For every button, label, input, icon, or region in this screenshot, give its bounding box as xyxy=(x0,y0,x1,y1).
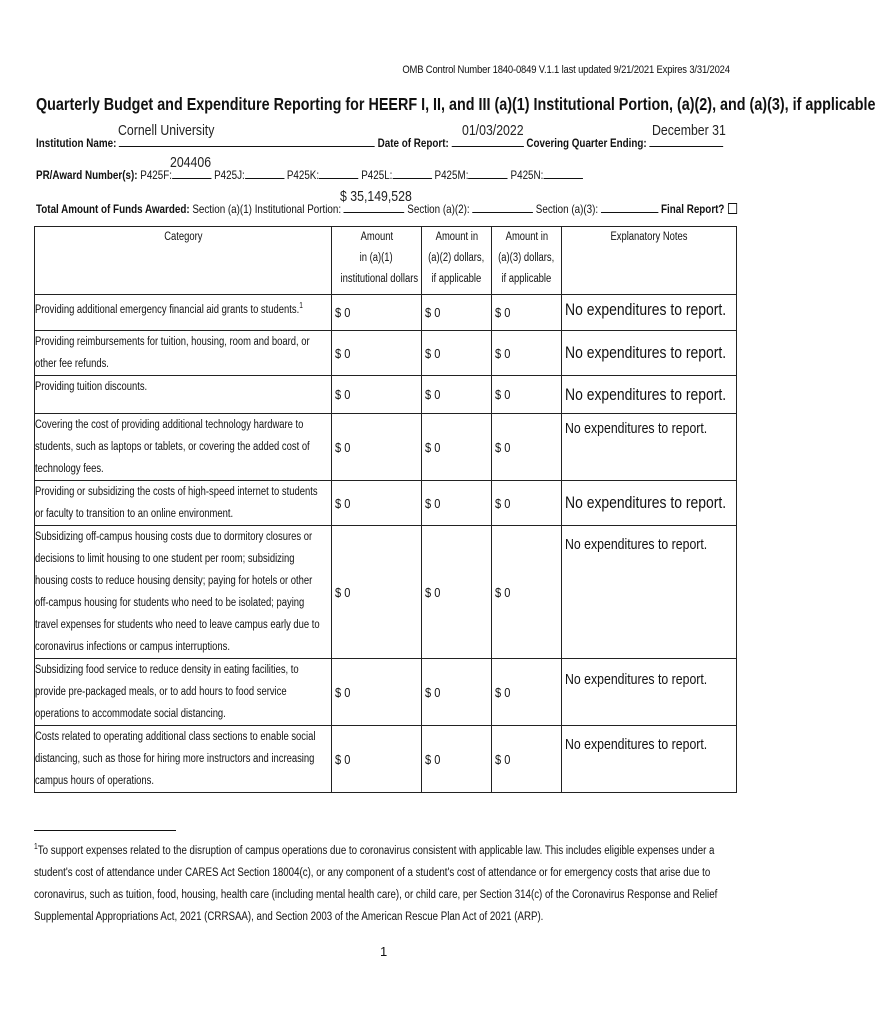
table-row xyxy=(35,481,737,526)
row-amount-a3[interactable]: $ 0 xyxy=(492,295,562,331)
institution-label: Institution Name: xyxy=(36,136,117,150)
quarter-label: Covering Quarter Ending: xyxy=(526,136,647,150)
row-amount-a3[interactable]: $ 0 xyxy=(492,481,562,526)
row-note[interactable]: No expenditures to report. xyxy=(562,414,737,481)
row-amount-a3[interactable]: $ 0 xyxy=(492,526,562,659)
row-category: Providing or subsidizing the costs of high-speed internet to students or faculty to transition to an online environment. xyxy=(35,486,318,520)
row-amount-a2[interactable]: $ 0 xyxy=(422,526,492,659)
table-row xyxy=(35,726,737,793)
row-amount-a2[interactable]: $ 0 xyxy=(422,414,492,481)
institution-value: Cornell University xyxy=(118,122,215,139)
row-amount-a2[interactable]: $ 0 xyxy=(422,659,492,726)
omb-control-number: OMB Control Number 1840-0849 V.1.1 last updated 9/21/2021 Expires 3/31/2024 xyxy=(402,64,730,76)
header-amount-a3: Amount in (a)(3) dollars, if applicable xyxy=(492,227,562,295)
row-amount-a2[interactable]: $ 0 xyxy=(422,376,492,414)
row-amount-a3[interactable]: $ 0 xyxy=(492,376,562,414)
quarter-value: December 31 xyxy=(652,122,726,139)
row-amount-a1[interactable]: $ 0 xyxy=(332,526,422,659)
row-note[interactable]: No expenditures to report. xyxy=(562,481,737,526)
table-row xyxy=(35,295,737,331)
report-date-label: Date of Report: xyxy=(377,136,449,150)
expenditure-table xyxy=(34,226,737,793)
header-amount-a2: Amount in (a)(2) dollars, if applicable xyxy=(422,227,492,295)
a1-label: Section (a)(1) Institutional Portion: xyxy=(192,202,342,216)
a3-label: Section (a)(3): xyxy=(535,202,599,216)
row-category: Providing additional emergency financial aid grants to students.$^1$ xyxy=(35,301,303,316)
row-amount-a3[interactable]: $ 0 xyxy=(492,414,562,481)
row-amount-a1[interactable]: $ 0 xyxy=(332,376,422,414)
p425l-field[interactable] xyxy=(392,166,431,179)
table-row xyxy=(35,376,737,414)
row-amount-a3[interactable]: $ 0 xyxy=(492,331,562,376)
row-note[interactable]: No expenditures to report. xyxy=(562,659,737,726)
a2-field[interactable] xyxy=(472,200,533,213)
page-title: Quarterly Budget and Expenditure Reporting for HEERF I, II, and III (a)(1) Institutional Portion, (a)(2), and (a)(3), if applicable xyxy=(36,94,876,114)
row-amount-a3[interactable]: $ 0 xyxy=(492,659,562,726)
row-note[interactable]: No expenditures to report. xyxy=(562,331,737,376)
final-report-label: Final Report? xyxy=(661,202,725,216)
table-row xyxy=(35,331,737,376)
page-number: 1 xyxy=(380,944,388,959)
row-amount-a3[interactable]: $ 0 xyxy=(492,726,562,793)
p425l-label: P425L: xyxy=(361,168,393,182)
a2-label: Section (a)(2): xyxy=(407,202,470,216)
row-category: Providing reimbursements for tuition, housing, room and board, or other fee refunds. xyxy=(35,336,310,370)
row-note[interactable]: No expenditures to report. xyxy=(562,726,737,793)
row-category: Subsidizing food service to reduce density in eating facilities, to provide pre-packaged meals, or to add hours to food service operations to accommodate social distancing. xyxy=(35,664,299,720)
row-category: Providing tuition discounts. xyxy=(35,381,148,393)
award-label: PR/Award Number(s): xyxy=(36,168,138,182)
a3-field[interactable] xyxy=(601,200,658,213)
footnote-text: To support expenses related to the disruption of campus operations due to coronavirus consistent with applicable law. This includes eligible expenses under a student's cost of attendance under CARES Act Section 18004(c), or any component of a student's cost of attendance or for emergency costs that arise due to coronavirus, such as tuition, food, housing, health care (including mental health care), or child care, per Section 314(c) of the Coronavirus Response and Relief Supplemental Appropriations Act, 2021 (CRRSAA), and Section 2003 of the American Rescue Plan Act of 2021 (ARP). xyxy=(34,844,718,923)
row-amount-a1[interactable]: $ 0 xyxy=(332,295,422,331)
table-header-row xyxy=(35,227,737,295)
p425j-label: P425J: xyxy=(214,168,245,182)
header-category: Category xyxy=(35,227,332,295)
row-amount-a2[interactable]: $ 0 xyxy=(422,331,492,376)
table-row xyxy=(35,414,737,481)
table-row xyxy=(35,526,737,659)
row-amount-a1[interactable]: $ 0 xyxy=(332,659,422,726)
row-category: Costs related to operating additional class sections to enable social distancing, such as those for hiring more instructors and increasing campus hours of operations. xyxy=(35,731,316,787)
row-amount-a1[interactable]: $ 0 xyxy=(332,481,422,526)
row-amount-a2[interactable]: $ 0 xyxy=(422,481,492,526)
row-amount-a2[interactable]: $ 0 xyxy=(422,726,492,793)
row-note[interactable]: No expenditures to report. xyxy=(562,295,737,331)
row-note[interactable]: No expenditures to report. xyxy=(562,376,737,414)
a1-value: $ 35,149,528 xyxy=(340,188,412,205)
row-amount-a1[interactable]: $ 0 xyxy=(332,331,422,376)
footnote xyxy=(34,836,735,928)
p425j-field[interactable] xyxy=(245,166,284,179)
p425m-label: P425M: xyxy=(434,168,469,182)
header-notes: Explanatory Notes xyxy=(562,227,737,295)
p425k-field[interactable] xyxy=(319,166,358,179)
row-category: Covering the cost of providing additional technology hardware to students, such as laptops or tablets, or covering the added cost of technology fees. xyxy=(35,419,310,475)
report-date-value: 01/03/2022 xyxy=(462,122,524,139)
footnote-divider xyxy=(34,830,176,831)
award-line xyxy=(36,166,583,182)
row-category: Subsidizing off-campus housing costs due to dormitory closures or decisions to limit housing to one student per room; subsidizing housing costs to reduce housing density; paying for hotels or other off-campus housing for students who need to be isolated; paying travel expenses for students who need to leave campus early due to coronavirus infections or campus interruptions. xyxy=(35,531,320,653)
row-amount-a1[interactable]: $ 0 xyxy=(332,414,422,481)
final-report-checkbox[interactable] xyxy=(728,203,737,214)
p425k-label: P425K: xyxy=(286,168,320,182)
footnote-marker: 1 xyxy=(34,842,38,851)
p425f-label: P425F: xyxy=(140,168,172,182)
p425m-field[interactable] xyxy=(468,166,507,179)
p425n-field[interactable] xyxy=(543,166,582,179)
header-amount-a1: Amount in (a)(1) institutional dollars xyxy=(332,227,422,295)
total-label: Total Amount of Funds Awarded: xyxy=(36,202,190,216)
row-amount-a1[interactable]: $ 0 xyxy=(332,726,422,793)
table-row xyxy=(35,659,737,726)
p425f-value: 204406 xyxy=(170,154,212,171)
row-note[interactable]: No expenditures to report. xyxy=(562,526,737,659)
p425n-label: P425N: xyxy=(510,168,544,182)
row-amount-a2[interactable]: $ 0 xyxy=(422,295,492,331)
